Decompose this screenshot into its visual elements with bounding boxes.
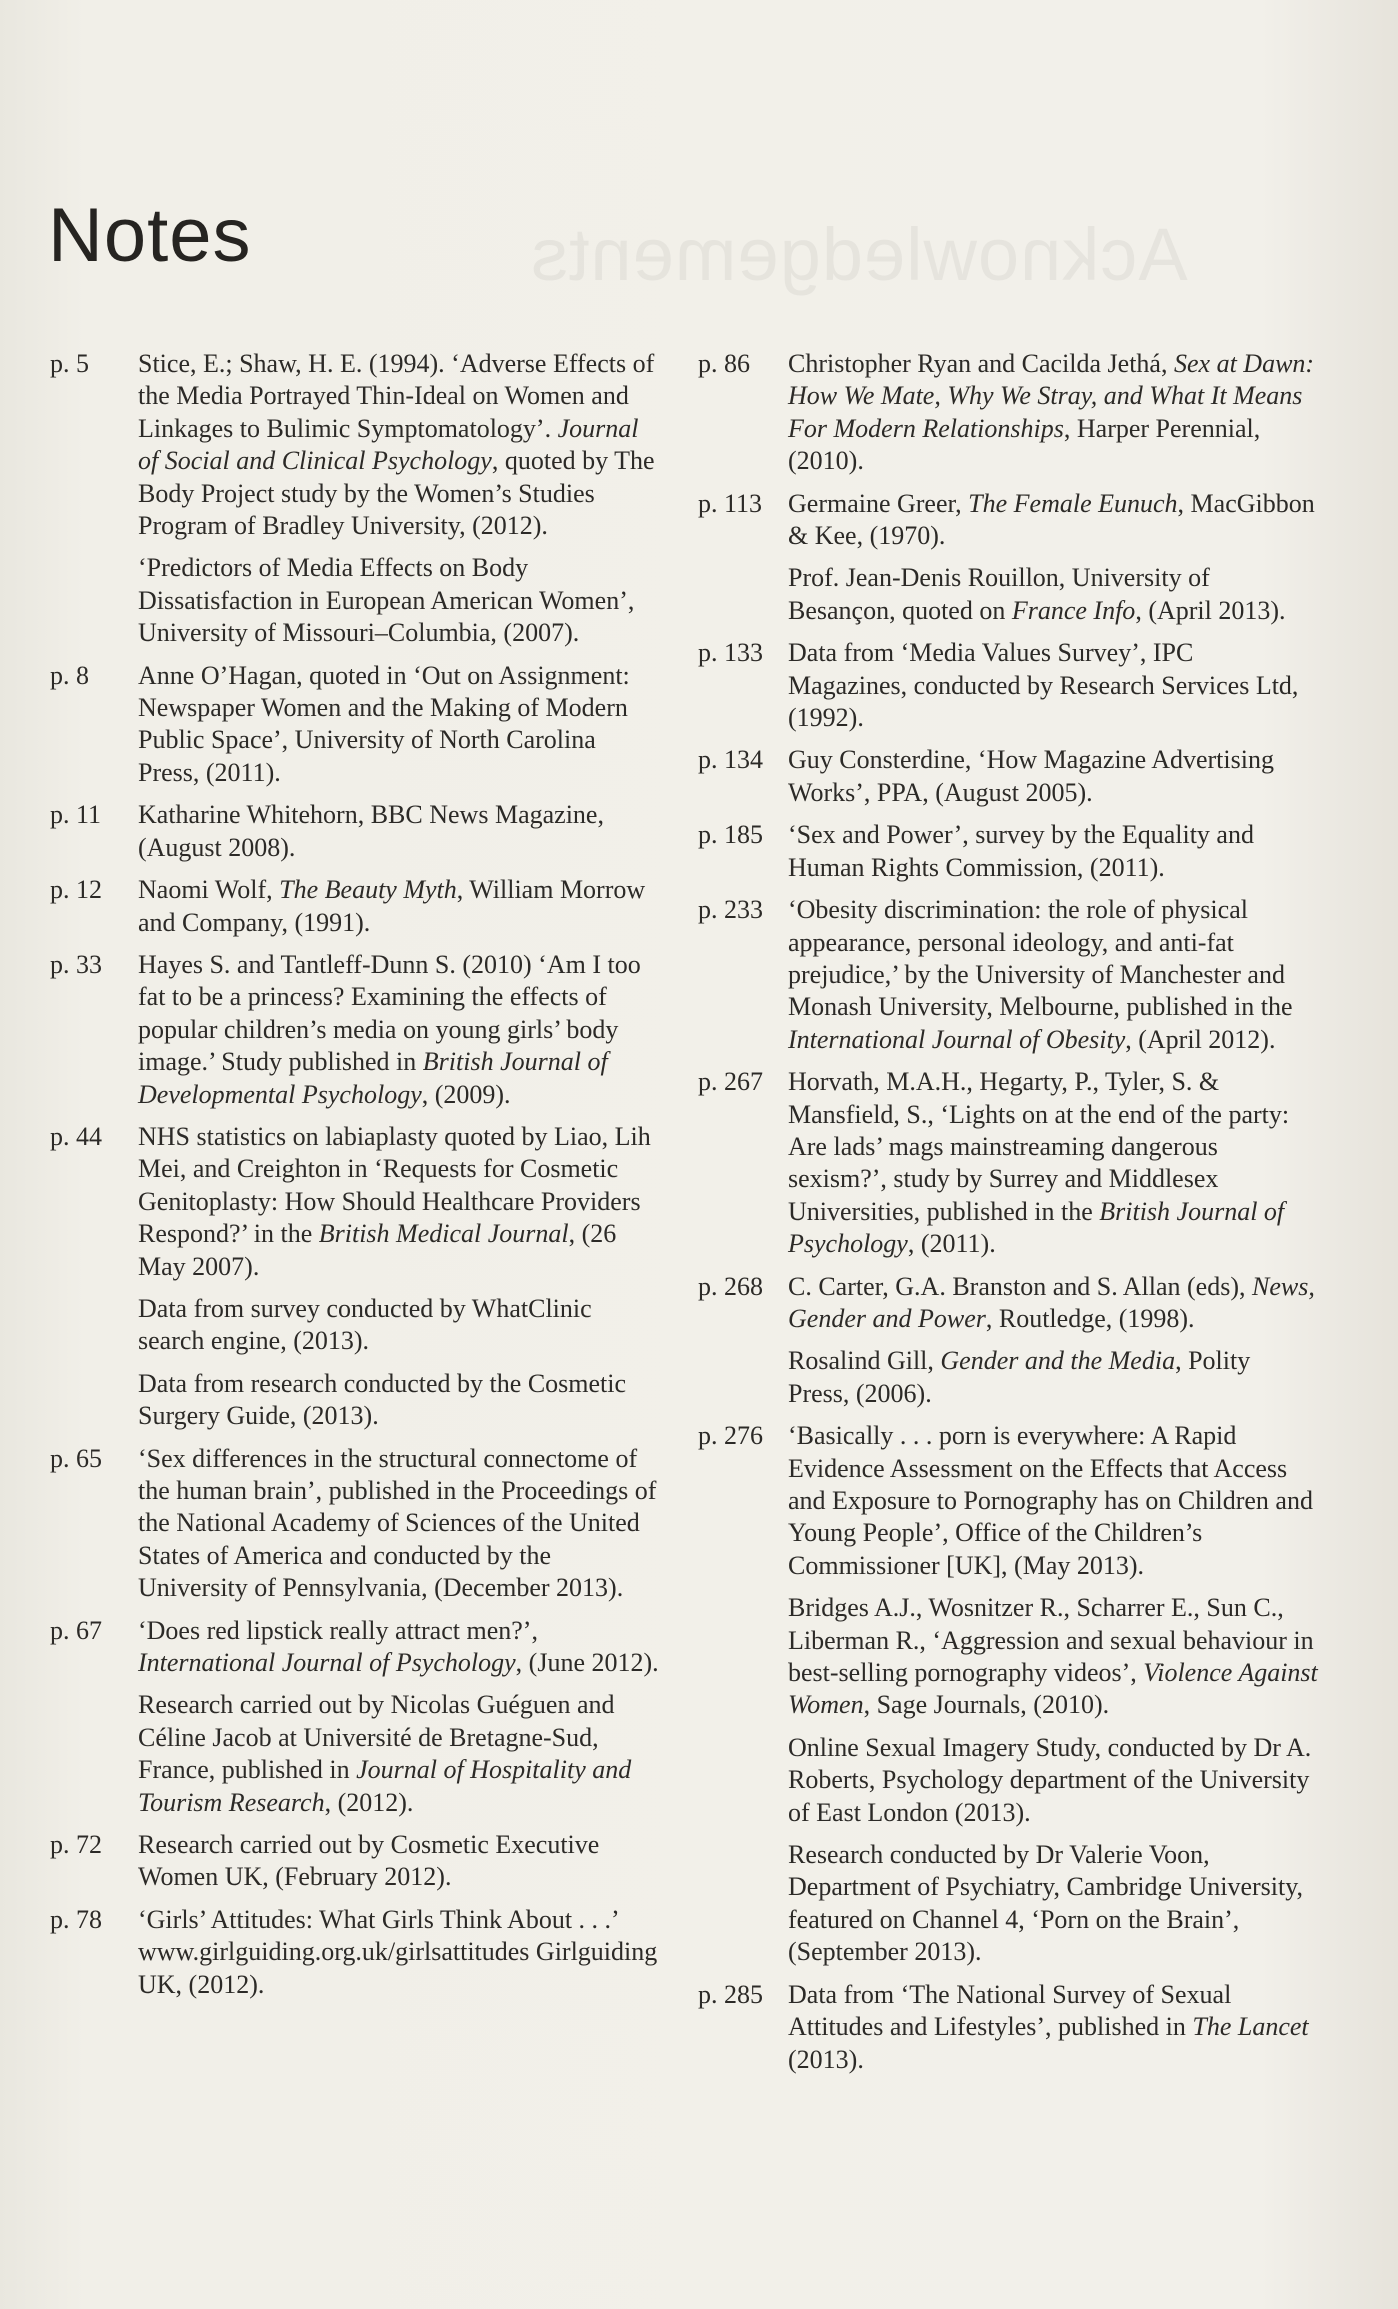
note-entry-text: Data from research conducted by the Cosmetic Surgery Guide, (2013). xyxy=(138,1368,627,1431)
note-group xyxy=(50,799,662,864)
note-entry-title-italic: Journal of Social and Clinical Psychology xyxy=(138,413,639,476)
note-entry-text: Hayes S. and Tantleff-Dunn S. (2010) ‘Am I too fat to be a princess? Examining the effects of popular children’s media on young girls’ body image.’ Study published in xyxy=(138,949,641,1077)
note-entry xyxy=(788,744,1318,809)
note-entry xyxy=(788,1592,1318,1722)
note-entry xyxy=(138,1293,662,1358)
note-entry-text: , quoted by The Body Project study by the Women’s Studies Program of Bradley University, (2012). xyxy=(138,446,655,541)
note-entries xyxy=(138,949,662,1111)
note-page-number: p. 86 xyxy=(698,349,750,378)
note-entry-title-italic: The Female Eunuch xyxy=(968,488,1178,518)
note-page-number: p. 268 xyxy=(698,1271,763,1301)
note-entries xyxy=(138,1829,662,1894)
note-entry-text: ‘Does red lipstick really attract men?’, xyxy=(138,1615,538,1645)
note-page-number: p. 233 xyxy=(698,895,763,925)
note-entry-title-italic: France Info xyxy=(1011,595,1136,625)
note-entry-title-italic: British Journal of Developmental Psychology xyxy=(138,1047,608,1109)
note-entry xyxy=(138,660,662,790)
page-title: Notes xyxy=(48,193,252,278)
note-entry-text: Data from ‘The National Survey of Sexual Attitudes and Lifestyles’, published in xyxy=(788,1979,1232,2042)
note-entries xyxy=(138,1443,662,1605)
note-entry-text: Horvath, M.A.H., Hegarty, P., Tyler, S. & Mansfield, S., ‘Lights on at the end of the party: Are lads’ mags mainstreaming dangerous sexism?’, study by Surrey and Middlesex Universities, published in the xyxy=(788,1067,1290,1226)
note-entries xyxy=(138,874,662,939)
note-group xyxy=(698,1066,1318,1260)
note-entry xyxy=(788,1732,1318,1829)
note-entry-text: Data from survey conducted by WhatClinic search engine, (2013). xyxy=(138,1293,592,1356)
note-entry xyxy=(788,1420,1318,1582)
note-page-number: p. 44 xyxy=(50,1121,102,1151)
note-entry-text: , Polity Press, (2006). xyxy=(788,1346,1251,1408)
note-entry xyxy=(788,348,1318,478)
note-entry-text: , Harper Perennial, (2010). xyxy=(788,413,1261,476)
note-page-number: p. 78 xyxy=(50,1904,102,1934)
note-entry xyxy=(788,488,1318,553)
note-page-number: p. 5 xyxy=(50,349,89,378)
note-group xyxy=(50,1443,662,1605)
notes-column-right xyxy=(698,348,1318,2086)
note-page-number: p. 285 xyxy=(698,1979,763,2009)
note-group xyxy=(698,637,1318,734)
note-entry-text: , William Morrow and Company, (1991). xyxy=(138,875,646,937)
note-page-number: p. 133 xyxy=(698,638,763,668)
show-through-heading: Acknowledgements xyxy=(530,213,1188,296)
note-entry xyxy=(138,348,662,542)
note-entry xyxy=(788,637,1318,734)
note-entry-title-italic: British Journal of Psychology xyxy=(788,1196,1285,1259)
note-group xyxy=(698,1979,1318,2076)
note-entry-title-italic: International Journal of Obesity xyxy=(788,1024,1126,1054)
note-entry-text: C. Carter, G.A. Branston and S. Allan (eds), xyxy=(788,1271,1253,1301)
note-group xyxy=(50,348,662,650)
note-entry-title-italic: News, Gender and Power xyxy=(788,1271,1315,1333)
note-entries xyxy=(788,894,1318,1056)
note-page-number: p. 134 xyxy=(698,745,763,775)
note-entry-text: , Routledge, (1998). xyxy=(985,1303,1195,1333)
note-entry xyxy=(788,1839,1318,1969)
note-entry-text: Online Sexual Imagery Study, conducted by Dr A. Roberts, Psychology department of the University of East London (2013). xyxy=(788,1732,1312,1827)
note-entry-text: Anne O’Hagan, quoted in ‘Out on Assignment: Newspaper Women and the Making of Modern Public Space’, University of North Carolina Press, (2011). xyxy=(138,660,630,787)
note-entry-text: Germaine Greer, xyxy=(788,488,969,518)
note-group xyxy=(698,1271,1318,1411)
note-entry xyxy=(138,799,662,864)
note-entries xyxy=(788,488,1318,628)
note-entry-text: ‘Sex differences in the structural connectome of the human brain’, published in the Proceedings of the National Academy of Sciences of the United States of America and conducted by the University of Pennsylvania, (December 2013). xyxy=(138,1443,657,1603)
note-page-number: p. 12 xyxy=(50,875,102,905)
note-entry-text: Prof. Jean-Denis Rouillon, University of Besançon, quoted on xyxy=(788,563,1210,625)
note-group xyxy=(698,1420,1318,1969)
note-entry xyxy=(138,1368,662,1433)
note-entry-title-italic: Sex at Dawn: How We Mate, Why We Stray, and What It Means For Modern Relationships xyxy=(788,349,1315,443)
note-entry-text: Research carried out by Cosmetic Executive Women UK, (February 2012). xyxy=(138,1830,600,1892)
note-entries xyxy=(788,637,1318,734)
note-entry-text: Data from ‘Media Values Survey’, IPC Magazines, conducted by Research Services Ltd, (1992). xyxy=(788,638,1299,733)
note-entry-text: , (April 2013). xyxy=(1135,595,1286,625)
note-entries xyxy=(788,819,1318,884)
notes-column-left xyxy=(50,348,662,2011)
note-group xyxy=(50,874,662,939)
note-entry-text: , (26 May 2007). xyxy=(138,1219,617,1281)
note-entry-text: Naomi Wolf, xyxy=(138,875,280,905)
note-entry xyxy=(138,1689,662,1819)
note-entry xyxy=(788,1979,1318,2076)
note-entry-text: Stice, E.; Shaw, H. E. (1994). ‘Adverse Effects of the Media Portrayed Thin-Ideal on Women and Linkages to Bulimic Symptomatology’. xyxy=(138,349,655,443)
note-entries xyxy=(138,660,662,790)
note-entry xyxy=(788,562,1318,627)
note-entry-text: , (June 2012). xyxy=(515,1648,659,1678)
note-entry-text: ‘Basically . . . porn is everywhere: A Rapid Evidence Assessment on the Effects that Access and Exposure to Pornography has on Children and Young People’, Office of the Children’s Commissioner [UK], (May 2013). xyxy=(788,1421,1313,1580)
note-entry-text: ‘Predictors of Media Effects on Body Dissatisfaction in European American Women’, University of Missouri–Columbia, (2007). xyxy=(138,553,635,648)
note-page-number: p. 67 xyxy=(50,1615,102,1645)
note-group xyxy=(698,488,1318,628)
note-page-number: p. 11 xyxy=(50,800,102,830)
note-entry-title-italic: International Journal of Psychology xyxy=(138,1648,516,1678)
note-group xyxy=(698,348,1318,478)
note-entry-text: NHS statistics on labiaplasty quoted by Liao, Lih Mei, and Creighton in ‘Requests for Cosmetic Genitoplasty: How Should Healthcare Providers Respond?’ in the xyxy=(138,1121,651,1249)
note-entry-text: Guy Consterdine, ‘How Magazine Advertising Works’, PPA, (August 2005). xyxy=(788,745,1274,807)
note-entry-title-italic: Journal of Hospitality and Tourism Research xyxy=(138,1755,632,1817)
note-entry xyxy=(788,1066,1318,1260)
note-page-number: p. 65 xyxy=(50,1443,102,1473)
note-page-number: p. 8 xyxy=(50,660,89,690)
note-page-number: p. 267 xyxy=(698,1067,763,1097)
note-entry xyxy=(788,1345,1318,1410)
note-entries xyxy=(788,348,1318,478)
note-entry xyxy=(138,874,662,939)
note-entry-text: (2013). xyxy=(788,2044,864,2074)
note-entry xyxy=(138,1443,662,1605)
note-entry xyxy=(788,894,1318,1056)
note-entries xyxy=(788,1271,1318,1411)
note-page-number: p. 72 xyxy=(50,1830,102,1860)
note-entry xyxy=(138,1829,662,1894)
note-entries xyxy=(138,799,662,864)
note-entries xyxy=(788,1066,1318,1260)
note-entry-text: Christopher Ryan and Cacilda Jethá, xyxy=(788,349,1174,378)
note-entry-text: ‘Sex and Power’, survey by the Equality and Human Rights Commission, (2011). xyxy=(788,820,1254,882)
note-group xyxy=(698,894,1318,1056)
note-entry-text: ‘Girls’ Attitudes: What Girls Think About . . .’ www.girlguiding.org.uk/girlsattitudes Girlguiding UK, (2012). xyxy=(138,1904,658,1999)
note-page-number: p. 185 xyxy=(698,820,763,850)
note-entry-text: , (2012). xyxy=(324,1787,414,1817)
note-entry xyxy=(138,1904,662,2001)
note-entry xyxy=(138,949,662,1111)
note-entries xyxy=(138,1904,662,2001)
note-entry-title-italic: Violence Against Women xyxy=(788,1658,1318,1720)
note-group xyxy=(50,660,662,790)
note-entry xyxy=(138,1615,662,1680)
note-entry-text: Rosalind Gill, xyxy=(788,1346,941,1376)
note-page-number: p. 113 xyxy=(698,488,763,518)
note-entry-text: Research carried out by Nicolas Guéguen and Céline Jacob at Université de Bretagne-Sud, France, published in xyxy=(138,1690,615,1785)
note-entry-text: , (2011). xyxy=(907,1229,996,1259)
note-entry-text: , (2009). xyxy=(421,1079,511,1109)
note-entries xyxy=(138,348,662,650)
note-group xyxy=(50,1904,662,2001)
note-entry-title-italic: The Lancet xyxy=(1192,2012,1309,2042)
note-entries xyxy=(788,1979,1318,2076)
note-entries xyxy=(788,744,1318,809)
note-entry xyxy=(138,1121,662,1283)
note-group xyxy=(50,1615,662,1819)
note-entries xyxy=(138,1121,662,1433)
note-group xyxy=(50,1121,662,1433)
note-entry-text: ‘Obesity discrimination: the role of physical appearance, personal ideology, and anti-fat prejudice,’ by the University of Manchester and Monash University, Melbourne, published in the xyxy=(788,895,1293,1022)
note-entry-text: , Sage Journals, (2010). xyxy=(863,1690,1110,1720)
note-group xyxy=(698,819,1318,884)
note-group xyxy=(698,744,1318,809)
note-entry-title-italic: The Beauty Myth xyxy=(279,875,457,905)
note-entries xyxy=(788,1420,1318,1969)
note-page-number: p. 276 xyxy=(698,1421,763,1451)
note-entry-text: Katharine Whitehorn, BBC News Magazine, (August 2008). xyxy=(138,800,604,862)
note-entry-text: Research conducted by Dr Valerie Voon, Department of Psychiatry, Cambridge University, featured on Channel 4, ‘Porn on the Brain’, (September 2013). xyxy=(788,1840,1304,1967)
note-group xyxy=(50,1829,662,1894)
note-page-number: p. 33 xyxy=(50,949,102,979)
note-entry xyxy=(788,819,1318,884)
note-entry-text: Bridges A.J., Wosnitzer R., Scharrer E., Sun C., Liberman R., ‘Aggression and sexual behaviour in best-selling pornography videos’, xyxy=(788,1593,1314,1688)
note-group xyxy=(50,949,662,1111)
note-entry xyxy=(788,1271,1318,1336)
note-entries xyxy=(138,1615,662,1819)
note-entry-title-italic: British Medical Journal xyxy=(318,1219,569,1249)
note-entry-title-italic: Gender and the Media xyxy=(940,1346,1176,1376)
note-entry xyxy=(138,552,662,649)
note-entry-text: , (April 2012). xyxy=(1125,1024,1276,1054)
note-entry-text: , MacGibbon & Kee, (1970). xyxy=(788,488,1315,551)
